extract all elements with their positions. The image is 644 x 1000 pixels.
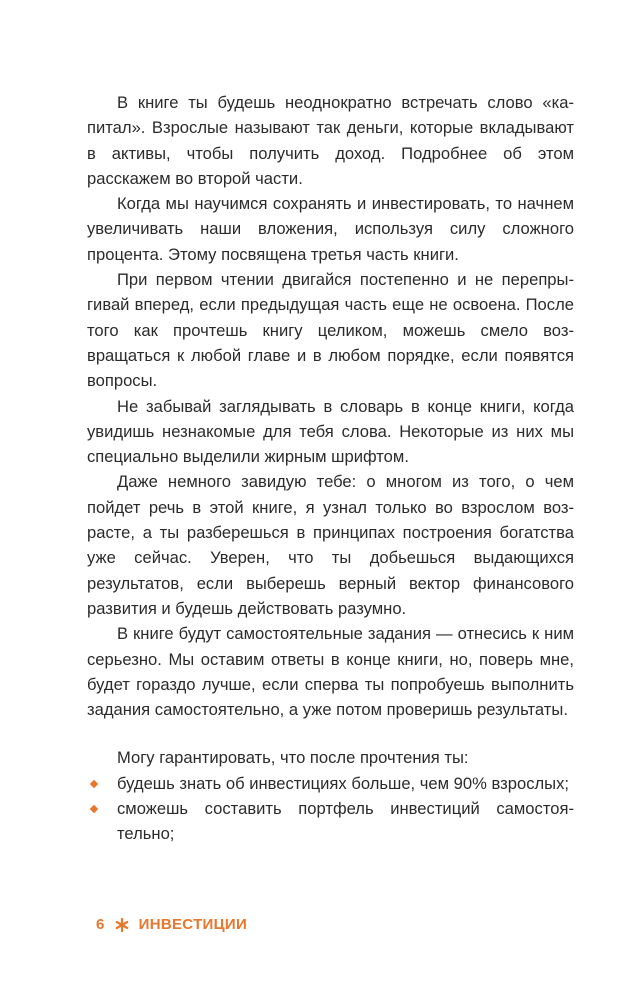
page-number: 6: [96, 916, 105, 933]
bullet-text: будешь знать об инвестициях больше, чем 90% взрослых;: [117, 773, 570, 793]
paragraph-3: При первом чтении двигайся постепенно и не перепрыгивай вперед, если предыдущая часть еще не освоена. После того как прочтешь книгу целиком, можешь смело возвращаться к любой главе и в любом порядке, если появятся вопросы.: [87, 270, 574, 391]
paragraph-6: В книге будут самостоятельные задания — отнесись к ним серьезно. Мы оставим ответы в конце книги, но, поверь мне, будет гораздо лучше, если сперва ты попробуешь выполнить задания самостоятельно, а уже потом проверишь результаты.: [87, 624, 574, 720]
page-footer: [96, 916, 247, 933]
list-item: [87, 796, 574, 847]
paragraph-5: Даже немного завидую тебе: о многом из того, о чем пойдет речь в этой книге, я узнал только во взрослом возрасте, а ты разберешься в принципах построения богатства уже сейчас. Уверен, что ты добьешься выдающихся результатов, если выберешь верный вектор финансового развития и будешь действовать разумно.: [87, 472, 574, 618]
body-text: [87, 90, 574, 847]
list-intro: Могу гарантировать, что после прочтения ты:: [117, 748, 469, 768]
list-item: [87, 771, 574, 796]
paragraph-1: В книге ты будешь неоднократно встречать слово «капитал». Взрослые называют так деньги, которые вкладывают в активы, чтобы получить доход. Подробнее об этом расскажем во второй части.: [87, 93, 574, 188]
bullet-list: [87, 771, 574, 847]
paragraph-4: Не забывай заглядывать в словарь в конце книги, когда увидишь незнакомые для тебя слова. Некоторые из них мы специально выделили жирным шрифтом.: [87, 396, 574, 467]
diamond-bullet-icon: [90, 779, 98, 787]
paragraph-2: Когда мы научимся сохранять и инвестировать, то начнем увеличивать наши вложения, используя силу сложного процента. Этому посвящена третья часть книги.: [87, 194, 574, 264]
bullet-text: сможешь составить портфель инвестиций самостоятельно;: [117, 799, 574, 844]
star-icon: [115, 918, 129, 932]
section-title: ИНВЕСТИЦИИ: [138, 916, 248, 933]
diamond-bullet-icon: [90, 805, 98, 813]
